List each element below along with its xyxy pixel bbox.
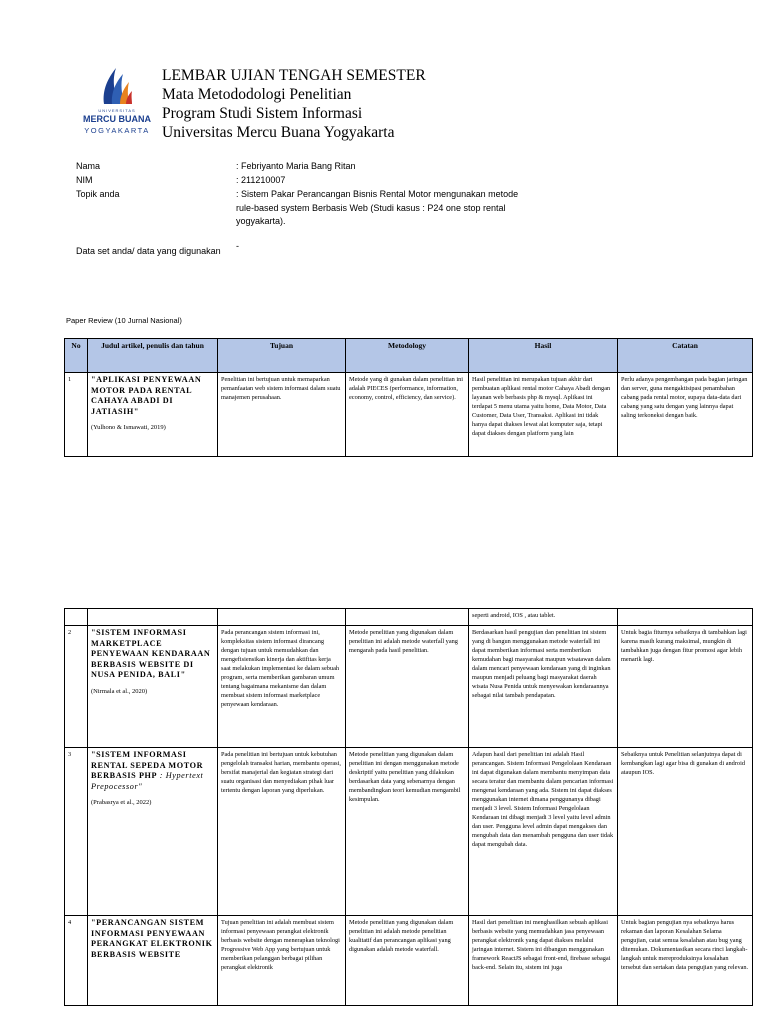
- table-row: [65, 916, 753, 1006]
- row-hasil: Hasil penelitian ini merupakan tujuan akhir dari pembuatan aplikasi rental motor Cahaya Abadi dengan layanan web berbasis php & mysql. Aplikasi ini terdapat 5 menu utama yaitu home, Data Motor, Data Customer, Data User, Transaksi. Aplikasi ini tidak hanya dapat diakses lewat alat komputer saja, tetapi dapat diakses dengan platform yang lain: [469, 373, 618, 457]
- row-no: 1: [65, 373, 88, 457]
- row-judul: "APLIKASI PENYEWAAN MOTOR PADA RENTAL CAHAYA ABADI DI JATIASIH": [91, 375, 202, 416]
- row-judul: [88, 609, 218, 626]
- row-tujuan: Pada penelitian ini bertujuan untuk kebutuhan pengelolah transaksi harian, membantu operasi, bersifat manajerial dan kegiatan strategi dari suatu organisasi dan menyediakan pihak luar tertentu dengan laporan yang diperlukan.: [218, 748, 346, 916]
- row-catatan: Perlu adanya pengembangan pada bagian jaringan dan server, guna mengaktisipasi penambahan cabang pada rental motor, supaya data-data dari cabang yang satu dengan yang lainnya dapat saling terkoneksi dengan baik.: [618, 373, 753, 457]
- row-metodologi: Metode penelitian yang digunakan dalam penelitian ini dengan menggunakan metode deskriptif yaitu penelitian yang dilakukan berdasarkan data yang sebenarnya dengan membandingkan teori kemudian mengambil kesimpulan.: [346, 748, 469, 916]
- row-tujuan: Pada perancangan sistem informasi ini, kompleksitas sistem informasi dirancang dengan tujuan untuk memudahkan dan mengefisiensikan kinerja dan aktifitas kerja saat melakukan implementasi ke dalam sebuah program, serta memberikan gambaran umum tentang bagaimana mekanisme dan dalam membuat sistem informasi marketplace penyewaan kendaraan.: [218, 626, 346, 748]
- row-tujuan: Tujuan penelitian ini adalah membuat sistem informasi penyewaan perangkat elektronik berbasis website dengan menerapkan teknologi Progressive Web App yang bertujuan untuk memberikan pelanggan berbagai pilihan perangkat elektronik: [218, 916, 346, 1006]
- nama-value: : Febriyanto Maria Bang Ritan: [236, 161, 356, 171]
- header-metodologi: Metodology: [346, 339, 469, 373]
- row-catatan: Untuk bagian pengujian nya sebaiknya harus rekaman dan laporan Kesalahan Selama pengujian, catat semua kesalahan atau bug yang ditemukan. Dokumentasikan secara rinci langkah-langkah untuk mereproduksinya kesalahan tersebut dan sertakan data pengujian yang relevan.: [618, 916, 753, 1006]
- row-hasil: seperti android, IOS , atau tablet.: [469, 609, 618, 626]
- header-tujuan: Tujuan: [218, 339, 346, 373]
- row-tujuan: [218, 609, 346, 626]
- row-no: [65, 609, 88, 626]
- row-no: 2: [65, 626, 88, 748]
- row-judul-main: "SISTEM INFORMASI RENTAL SEPEDA MOTOR BERBASIS PHP: [91, 750, 204, 780]
- header-no: No: [65, 339, 88, 373]
- row-judul-italic: : Hypertext Prepocessor": [91, 771, 204, 791]
- row-tujuan: Penelitian ini bertujuan untuk memaparkan pemanfaatan web sistem informasi dalam suatu manajemen perusahaan.: [218, 373, 346, 457]
- row-metodologi: Metode yang di gunakan dalam penelitian ini adalah PIECES (performance, information, economy, control, efficiency, dan service).: [346, 373, 469, 457]
- logo-university-text: UNIVERSITAS: [98, 108, 136, 113]
- logo-name: MERCU BUANA: [83, 114, 151, 124]
- row-citation: (Nirmala et al., 2020): [91, 687, 148, 695]
- row-judul-cell: [88, 626, 218, 748]
- row-metodologi: Metode penelitian yang digunakan dalam penelitian ini adalah metode waterfall yang mengarah pada hasil penelitian.: [346, 626, 469, 748]
- row-no: 4: [65, 916, 88, 1006]
- row-citation: (Prabasrya et al., 2022): [91, 799, 152, 806]
- nama-label: Nama: [76, 161, 101, 171]
- row-citation: (Yulhono & Ismawati, 2019): [91, 424, 166, 431]
- document-header: [162, 66, 426, 142]
- paper-review-title: Paper Review (10 Jurnal Nasional): [66, 316, 182, 325]
- topik-label: Topik anda: [76, 189, 120, 199]
- nim-value: : 211210007: [236, 175, 286, 185]
- program-title: Program Studi Sistem Informasi: [162, 105, 363, 122]
- row-judul: "PERANCANGAN SISTEM INFORMASI PENYEWAAN PERANGKAT ELEKTRONIK BERBASIS WEBSITE: [91, 918, 213, 959]
- paper-review-table: [64, 338, 753, 457]
- header-hasil: Hasil: [469, 339, 618, 373]
- row-catatan: [618, 609, 753, 626]
- row-judul-cell: [88, 916, 218, 1006]
- logo-city: YOGYAKARTA: [84, 126, 150, 135]
- row-catatan: Untuk bagia fiturnya sebaiknya di tambahkan lagi karena masih kurang maksimal, mungkin di tambahkan juga dengan fitur promosi agar lebih menarik lagi.: [618, 626, 753, 748]
- row-hasil: Adapun hasil dari penelitian ini adalah Hasil perancangan. Sistem Informasi Pengelolaan Kendaraan ini dapat digunakan dalam membantu menyimpan data secara teratur dan membantu dalam pencarian informasi mengenai kendaraan yang ada. Sistem ini dapat diakses menggunakan internet dimana penggunanya dibagi menjadi 3 level. Sistem Informasi Pengelolaan Kendaraan ini dibagi menjadi 3 level yaitu level admin dan user. Pengguna level admin dapat mengakses dan mengubah data dan menambah pengguna dan user tidak dapat mengubah data.: [469, 748, 618, 916]
- row-judul: "SISTEM INFORMASI MARKETPLACE PENYEWAAN KENDARAAN BERBASIS WEBSITE DI NUSA PENIDA, BALI": [91, 628, 211, 679]
- table-row: [65, 748, 753, 916]
- dataset-label: Data set anda/ data yang digunakan: [76, 246, 221, 256]
- table-header-row: [65, 339, 753, 373]
- university-title: Universitas Mercu Buana Yogyakarta: [162, 124, 395, 141]
- nim-label: NIM: [76, 175, 93, 185]
- table-row: [65, 373, 753, 457]
- flame-logo-icon: [96, 64, 138, 106]
- paper-review-table-continued: [64, 608, 753, 1006]
- row-metodologi: Metode penelitian yang digunakan dalam penelitian ini adalah metode penelitian kualitatif dan perancangan aplikasi yang digunakan adalah metode waterfall.: [346, 916, 469, 1006]
- table-row: [65, 609, 753, 626]
- topik-value: : Sistem Pakar Perancangan Bisnis Rental Motor mengunakan metode rule-based system Berbasis Web (Studi kasus : P24 one stop rental yogyakarta).: [236, 189, 519, 226]
- table-row: [65, 626, 753, 748]
- row-judul-cell: [88, 748, 218, 916]
- dataset-value: -: [236, 241, 239, 251]
- row-hasil: Berdasarkan hasil pengujian dan penelitian ini sistem yang di bangun menggunakan metode waterfall ini dapat memberikan informasi serta memberikan kemudahan bagi masyarakat maupun wisatawan dalam dalam mencari penyewaan kendaraan yang di inginkan maupun menjadi peluang bagi masyarakat daerah wisata Nusa Penida untuk menyewakan kendaraannya sebagai nilai tambah pendapatan.: [469, 626, 618, 748]
- exam-title: LEMBAR UJIAN TENGAH SEMESTER: [162, 67, 426, 84]
- header-judul: Judul artikel, penulis dan tahun: [88, 339, 218, 373]
- row-metodologi: [346, 609, 469, 626]
- university-logo: [83, 64, 151, 135]
- header-catatan: Catatan: [618, 339, 753, 373]
- row-judul: [91, 750, 214, 792]
- row-hasil: Hasil dari penelitian ini menghasilkan sebuah aplikasi berbasis website yang memudahkan jasa penyewaan perangkat elektronik yang dapat diakses melalui jaringan internet. Sistem ini dibangun menggunakan framework ReactJS sebagai front-end, firebase sebagai back-end. Selain itu, sistem ini juga: [469, 916, 618, 1006]
- row-judul-cell: [88, 373, 218, 457]
- row-no: 3: [65, 748, 88, 916]
- course-title: Mata Metododologi Penelitian: [162, 86, 352, 103]
- row-catatan: Sebaiknya untuk Penelitian selanjutnya dapat di kembangkan lagi agar bisa di gunakan di android ataupun IOS.: [618, 748, 753, 916]
